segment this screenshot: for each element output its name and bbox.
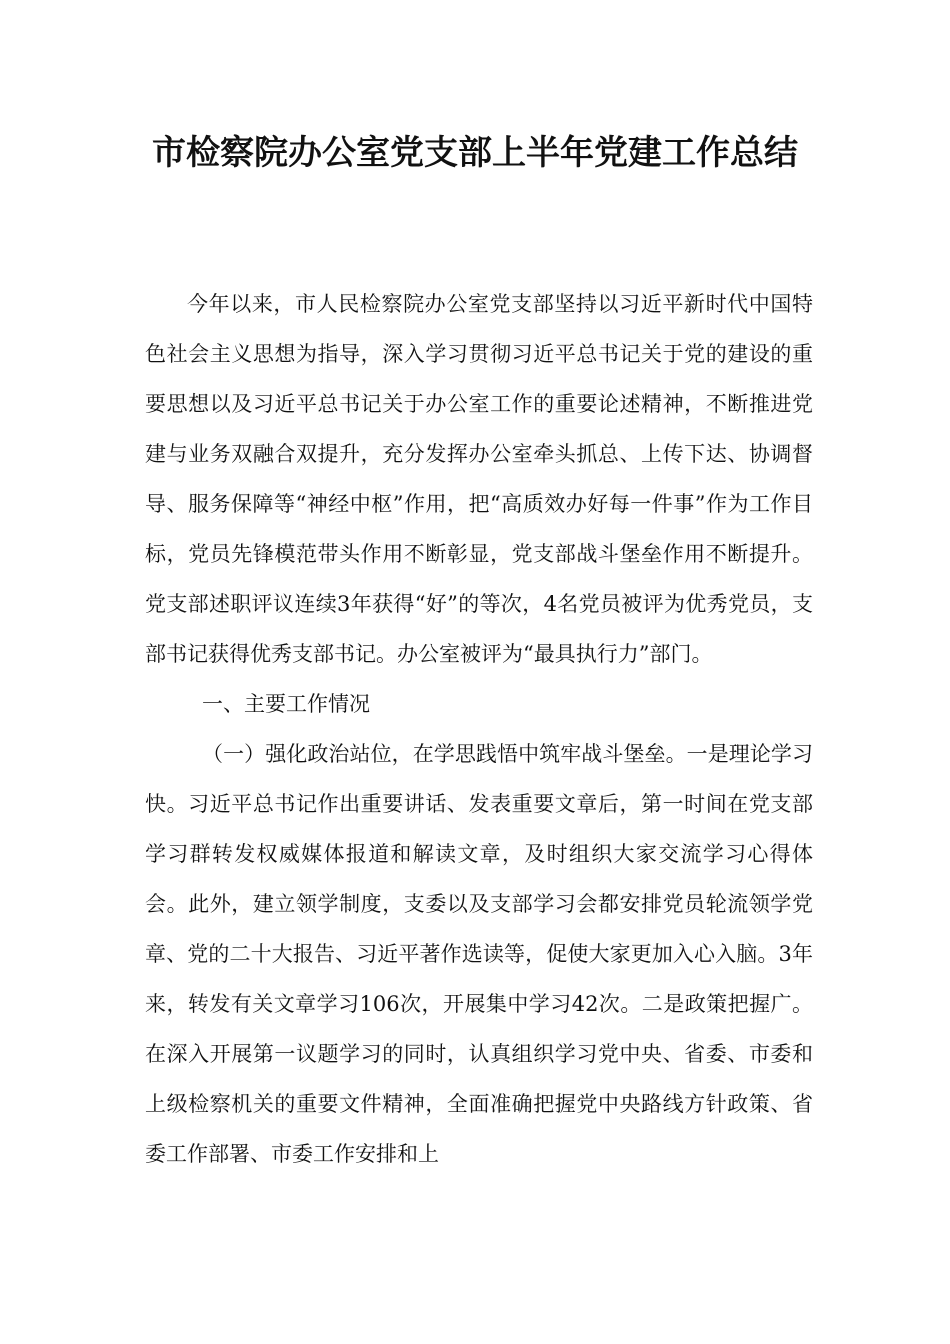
document-body bbox=[145, 279, 813, 1179]
document-title: 市检察院办公室党支部上半年党建工作总结 bbox=[152, 133, 798, 173]
intro-paragraph: 今年以来，市人民检察院办公室党支部坚持以习近平新时代中国特色社会主义思想为指导，深入学习贯彻习近平总书记关于党的建设的重要思想以及习近平总书记关于办公室工作的重要论述精神，不断推进党建与业务双融合双提升，充分发挥办公室牵头抓总、上传下达、协调督导、服务保障等“神经中枢”作用，把“高质效办好每一件事”作为工作目标，党员先锋模范带头作用不断彰显，党支部战斗堡垒作用不断提升。党支部述职评议连续3年获得“好”的等次，4名党员被评为优秀党员，支部书记获得优秀支部书记。办公室被评为“最具执行力”部门。 bbox=[145, 292, 813, 666]
section-heading: 一、主要工作情况 bbox=[202, 692, 370, 716]
subsection-paragraph: （一）强化政治站位，在学思践悟中筑牢战斗堡垒。一是理论学习快。习近平总书记作出重要讲话、发表重要文章后，第一时间在党支部学习群转发权威媒体报道和解读文章，及时组织大家交流学习心得体会。此外，建立领学制度，支委以及支部学习会都安排党员轮流领学党章、党的二十大报告、习近平著作选读等，促使大家更加入心入脑。3年来，转发有关文章学习106次，开展集中学习42次。二是政策把握广。在深入开展第一议题学习的同时，认真组织学习党中央、省委、市委和上级检察机关的重要文件精神，全面准确把握党中央路线方针政策、省委工作部署、市委工作安排和上 bbox=[145, 742, 813, 1166]
